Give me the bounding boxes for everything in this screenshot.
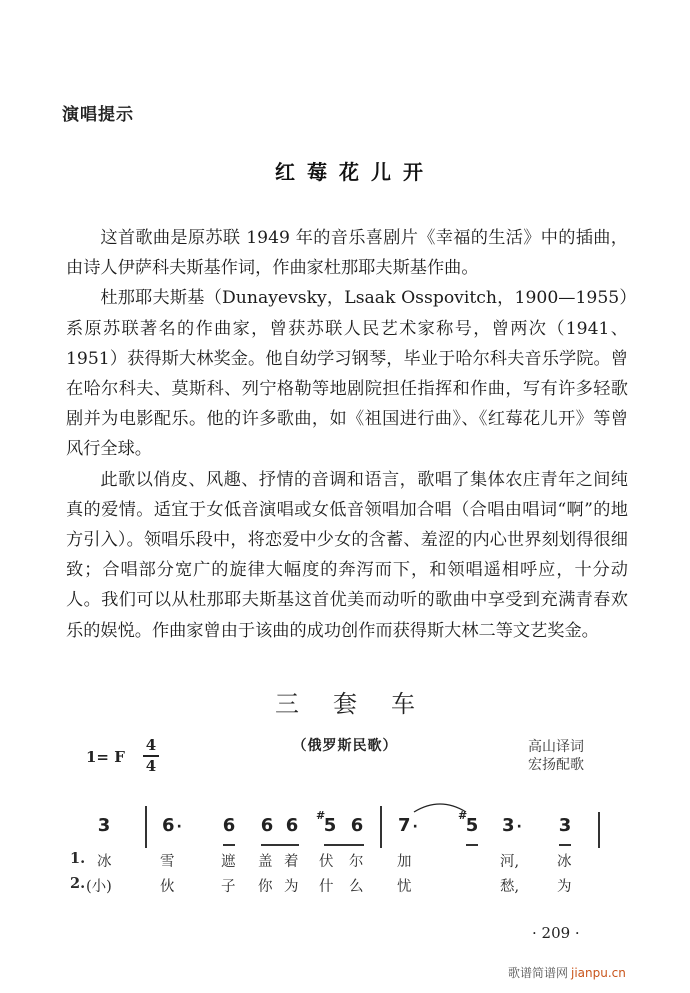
section-label: 演唱提示	[62, 105, 134, 125]
credits	[528, 738, 584, 774]
lyric-word: 着	[284, 854, 299, 870]
score-title: 三套车	[275, 690, 449, 718]
note: 6	[350, 815, 364, 836]
lyric-word: 冰	[97, 854, 112, 870]
augmentation-dot: ·	[516, 819, 522, 835]
lyric-word: 忧	[397, 879, 412, 895]
note: 6	[285, 815, 299, 836]
note: 3 ·	[502, 815, 522, 836]
time-signature-bottom: 4	[145, 756, 157, 775]
paragraph-2: 杜那耶夫斯基（Dunayevsky，Lsaak Osspovitch，1900—1955）系原苏联著名的作曲家，曾获苏联人民艺术家称号，曾两次（1941、1951）获得斯大林奖金。他自幼学习钢琴，毕业于哈尔科夫音乐学院。曾在哈尔科夫、莫斯科、列宁格勒等地剧院担任指挥和作曲，写有许多轻歌剧并为电影配乐。他的许多歌曲，如《祖国进行曲》、《红莓花儿开》等曾风行全球。	[66, 288, 628, 460]
beam-line	[223, 844, 235, 846]
note: 7 ·	[398, 815, 418, 836]
barline	[598, 812, 600, 848]
lyric-word: 盖	[258, 854, 273, 870]
note: 3	[97, 815, 111, 836]
lyric-word: 什	[319, 879, 334, 895]
song-title: 红莓花儿开	[275, 160, 435, 184]
score-subtitle: （俄罗斯民歌）	[292, 738, 398, 754]
note: # 5	[316, 809, 337, 836]
lyric-word: 遮	[221, 854, 236, 870]
lyric-word: 尔	[349, 854, 364, 870]
augmentation-dot: ·	[412, 819, 418, 835]
note: 3	[558, 815, 572, 836]
article-body	[66, 223, 628, 646]
augmentation-dot: ·	[176, 819, 182, 835]
barline	[145, 806, 147, 848]
beam-line	[324, 844, 364, 846]
lyricist-credit: 高山译词	[528, 739, 584, 755]
paragraph-3: 此歌以俏皮、风趣、抒情的音调和语言，歌唱了集体农庄青年之间纯真的爱情。适宜于女低音演唱或女低音领唱加合唱（合唱由唱词“啊”的地方引入）。领唱乐段中，将恋爱中少女的含蓄、羞涩的内心世界刻划得很细致；合唱部分宽广的旋律大幅度的奔泻而下，和领唱遥相呼应，十分动人。我们可以从杜那耶夫斯基这首优美而动听的歌曲中享受到充满青春欢乐的娱悦。作曲家曾由于该曲的成功创作而获得斯大林二等文艺奖金。	[66, 469, 628, 641]
lyric-word: 子	[221, 879, 236, 895]
sharp-icon: #	[458, 809, 468, 822]
lyric-word: 加	[397, 854, 412, 870]
lyric-word: 愁,	[500, 879, 520, 895]
lyric-word: 河,	[500, 854, 520, 870]
watermark-text: 歌谱简谱网	[508, 966, 569, 980]
sharp-icon: #	[316, 809, 326, 822]
paragraph-1: 这首歌曲是原苏联 1949 年的音乐喜剧片《幸福的生活》中的插曲，由诗人伊萨科夫斯基作词，作曲家杜那耶夫斯基作曲。	[66, 228, 628, 279]
arranger-credit: 宏扬配歌	[528, 757, 584, 773]
watermark-url[interactable]: jianpu.cn	[571, 966, 626, 980]
barline	[380, 806, 382, 848]
note: 6 ·	[162, 815, 182, 836]
page-number: · 209 ·	[532, 924, 580, 942]
lyric-word: 冰	[557, 854, 572, 870]
lyric-word: 为	[284, 879, 299, 895]
lyric-word: 伙	[160, 879, 175, 895]
time-signature	[143, 736, 159, 776]
lyric-word: 伏	[319, 854, 334, 870]
note: # 5	[458, 809, 479, 836]
time-signature-top: 4	[145, 736, 157, 754]
verse-number: 2.	[70, 875, 86, 892]
watermark	[508, 964, 626, 981]
key-signature: 1= F	[86, 748, 125, 766]
beam-line	[559, 844, 571, 846]
verse-number: 1.	[70, 850, 86, 867]
lyric-word: 雪	[160, 854, 175, 870]
lyric-word: 么	[349, 879, 364, 895]
lyric-word: (小)	[86, 879, 112, 895]
note: 6	[222, 815, 236, 836]
note: 6	[260, 815, 274, 836]
beam-line	[261, 844, 299, 846]
lyric-word: 为	[557, 879, 572, 895]
beam-line	[466, 844, 478, 846]
lyric-word: 你	[258, 879, 273, 895]
